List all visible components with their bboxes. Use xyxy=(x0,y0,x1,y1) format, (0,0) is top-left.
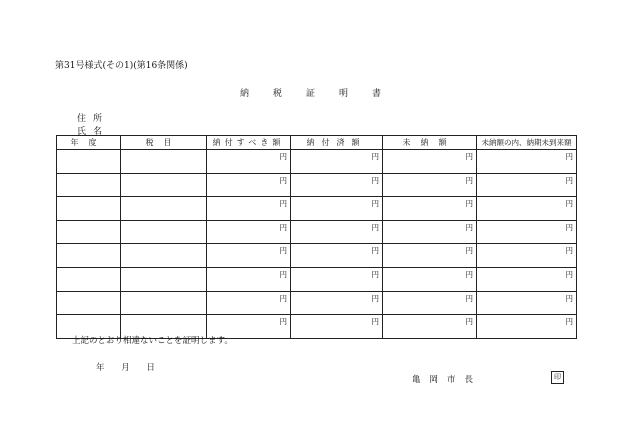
yen-unit-cell: 円 xyxy=(291,244,383,268)
yen-unit-cell: 円 xyxy=(383,244,477,268)
yen-unit-cell: 円 xyxy=(477,267,577,291)
yen-unit-cell: 円 xyxy=(207,150,291,174)
certification-statement: 上記のとおり相違ないことを証明します。 xyxy=(72,336,233,346)
yen-unit-cell: 円 xyxy=(383,220,477,244)
date-line: 年 月 日 xyxy=(96,363,155,373)
yen-unit-cell: 円 xyxy=(477,244,577,268)
header-unpaid-amount: 未納額 xyxy=(383,136,477,150)
table-row xyxy=(57,197,577,221)
yen-unit-cell: 円 xyxy=(207,315,291,339)
fiscal-year-cell xyxy=(57,291,121,315)
fiscal-year-cell xyxy=(57,267,121,291)
yen-unit-cell: 円 xyxy=(383,150,477,174)
tax-item-cell xyxy=(121,220,207,244)
table-header-row xyxy=(57,136,577,150)
tax-item-cell xyxy=(121,197,207,221)
table-body xyxy=(57,150,577,339)
tax-item-cell xyxy=(121,173,207,197)
header-amount-paid: 納付済額 xyxy=(291,136,383,150)
yen-unit-cell: 円 xyxy=(291,291,383,315)
yen-unit-cell: 円 xyxy=(291,220,383,244)
header-fiscal-year: 年度 xyxy=(57,136,121,150)
seal-mark: 印 xyxy=(551,371,564,384)
yen-unit-cell: 円 xyxy=(477,197,577,221)
tax-item-cell xyxy=(121,150,207,174)
yen-unit-cell: 円 xyxy=(383,173,477,197)
form-number-label: 第31号様式(その1)(第16条関係) xyxy=(55,61,188,71)
name-label: 氏名 xyxy=(77,127,110,137)
table-row xyxy=(57,291,577,315)
yen-unit-cell: 円 xyxy=(207,197,291,221)
table-row xyxy=(57,220,577,244)
table-row xyxy=(57,173,577,197)
tax-item-cell xyxy=(121,291,207,315)
tax-certificate-table xyxy=(56,135,577,339)
yen-unit-cell: 円 xyxy=(477,220,577,244)
header-unpaid-not-yet-due: 未納額の内、納期未到来額 xyxy=(477,136,577,150)
yen-unit-cell: 円 xyxy=(383,197,477,221)
yen-unit-cell: 円 xyxy=(291,315,383,339)
yen-unit-cell: 円 xyxy=(383,315,477,339)
fiscal-year-cell xyxy=(57,244,121,268)
yen-unit-cell: 円 xyxy=(477,173,577,197)
yen-unit-cell: 円 xyxy=(477,291,577,315)
tax-item-cell xyxy=(121,244,207,268)
fiscal-year-cell xyxy=(57,150,121,174)
header-tax-item: 税目 xyxy=(121,136,207,150)
fiscal-year-cell xyxy=(57,220,121,244)
tax-item-cell xyxy=(121,267,207,291)
fiscal-year-cell xyxy=(57,173,121,197)
yen-unit-cell: 円 xyxy=(291,173,383,197)
yen-unit-cell: 円 xyxy=(291,150,383,174)
yen-unit-cell: 円 xyxy=(383,291,477,315)
yen-unit-cell: 円 xyxy=(207,220,291,244)
table-row xyxy=(57,267,577,291)
yen-unit-cell: 円 xyxy=(207,244,291,268)
yen-unit-cell: 円 xyxy=(477,315,577,339)
yen-unit-cell: 円 xyxy=(207,291,291,315)
yen-unit-cell: 円 xyxy=(383,267,477,291)
yen-unit-cell: 円 xyxy=(477,150,577,174)
document-title: 納税証明書 xyxy=(240,89,406,99)
yen-unit-cell: 円 xyxy=(291,197,383,221)
table-row xyxy=(57,150,577,174)
issuer-title: 亀岡市長 xyxy=(412,375,483,385)
table-row xyxy=(57,244,577,268)
yen-unit-cell: 円 xyxy=(207,267,291,291)
address-label: 住所 xyxy=(77,114,110,124)
fiscal-year-cell xyxy=(57,197,121,221)
yen-unit-cell: 円 xyxy=(207,173,291,197)
yen-unit-cell: 円 xyxy=(291,267,383,291)
header-amount-due: 納付すべき額 xyxy=(207,136,291,150)
